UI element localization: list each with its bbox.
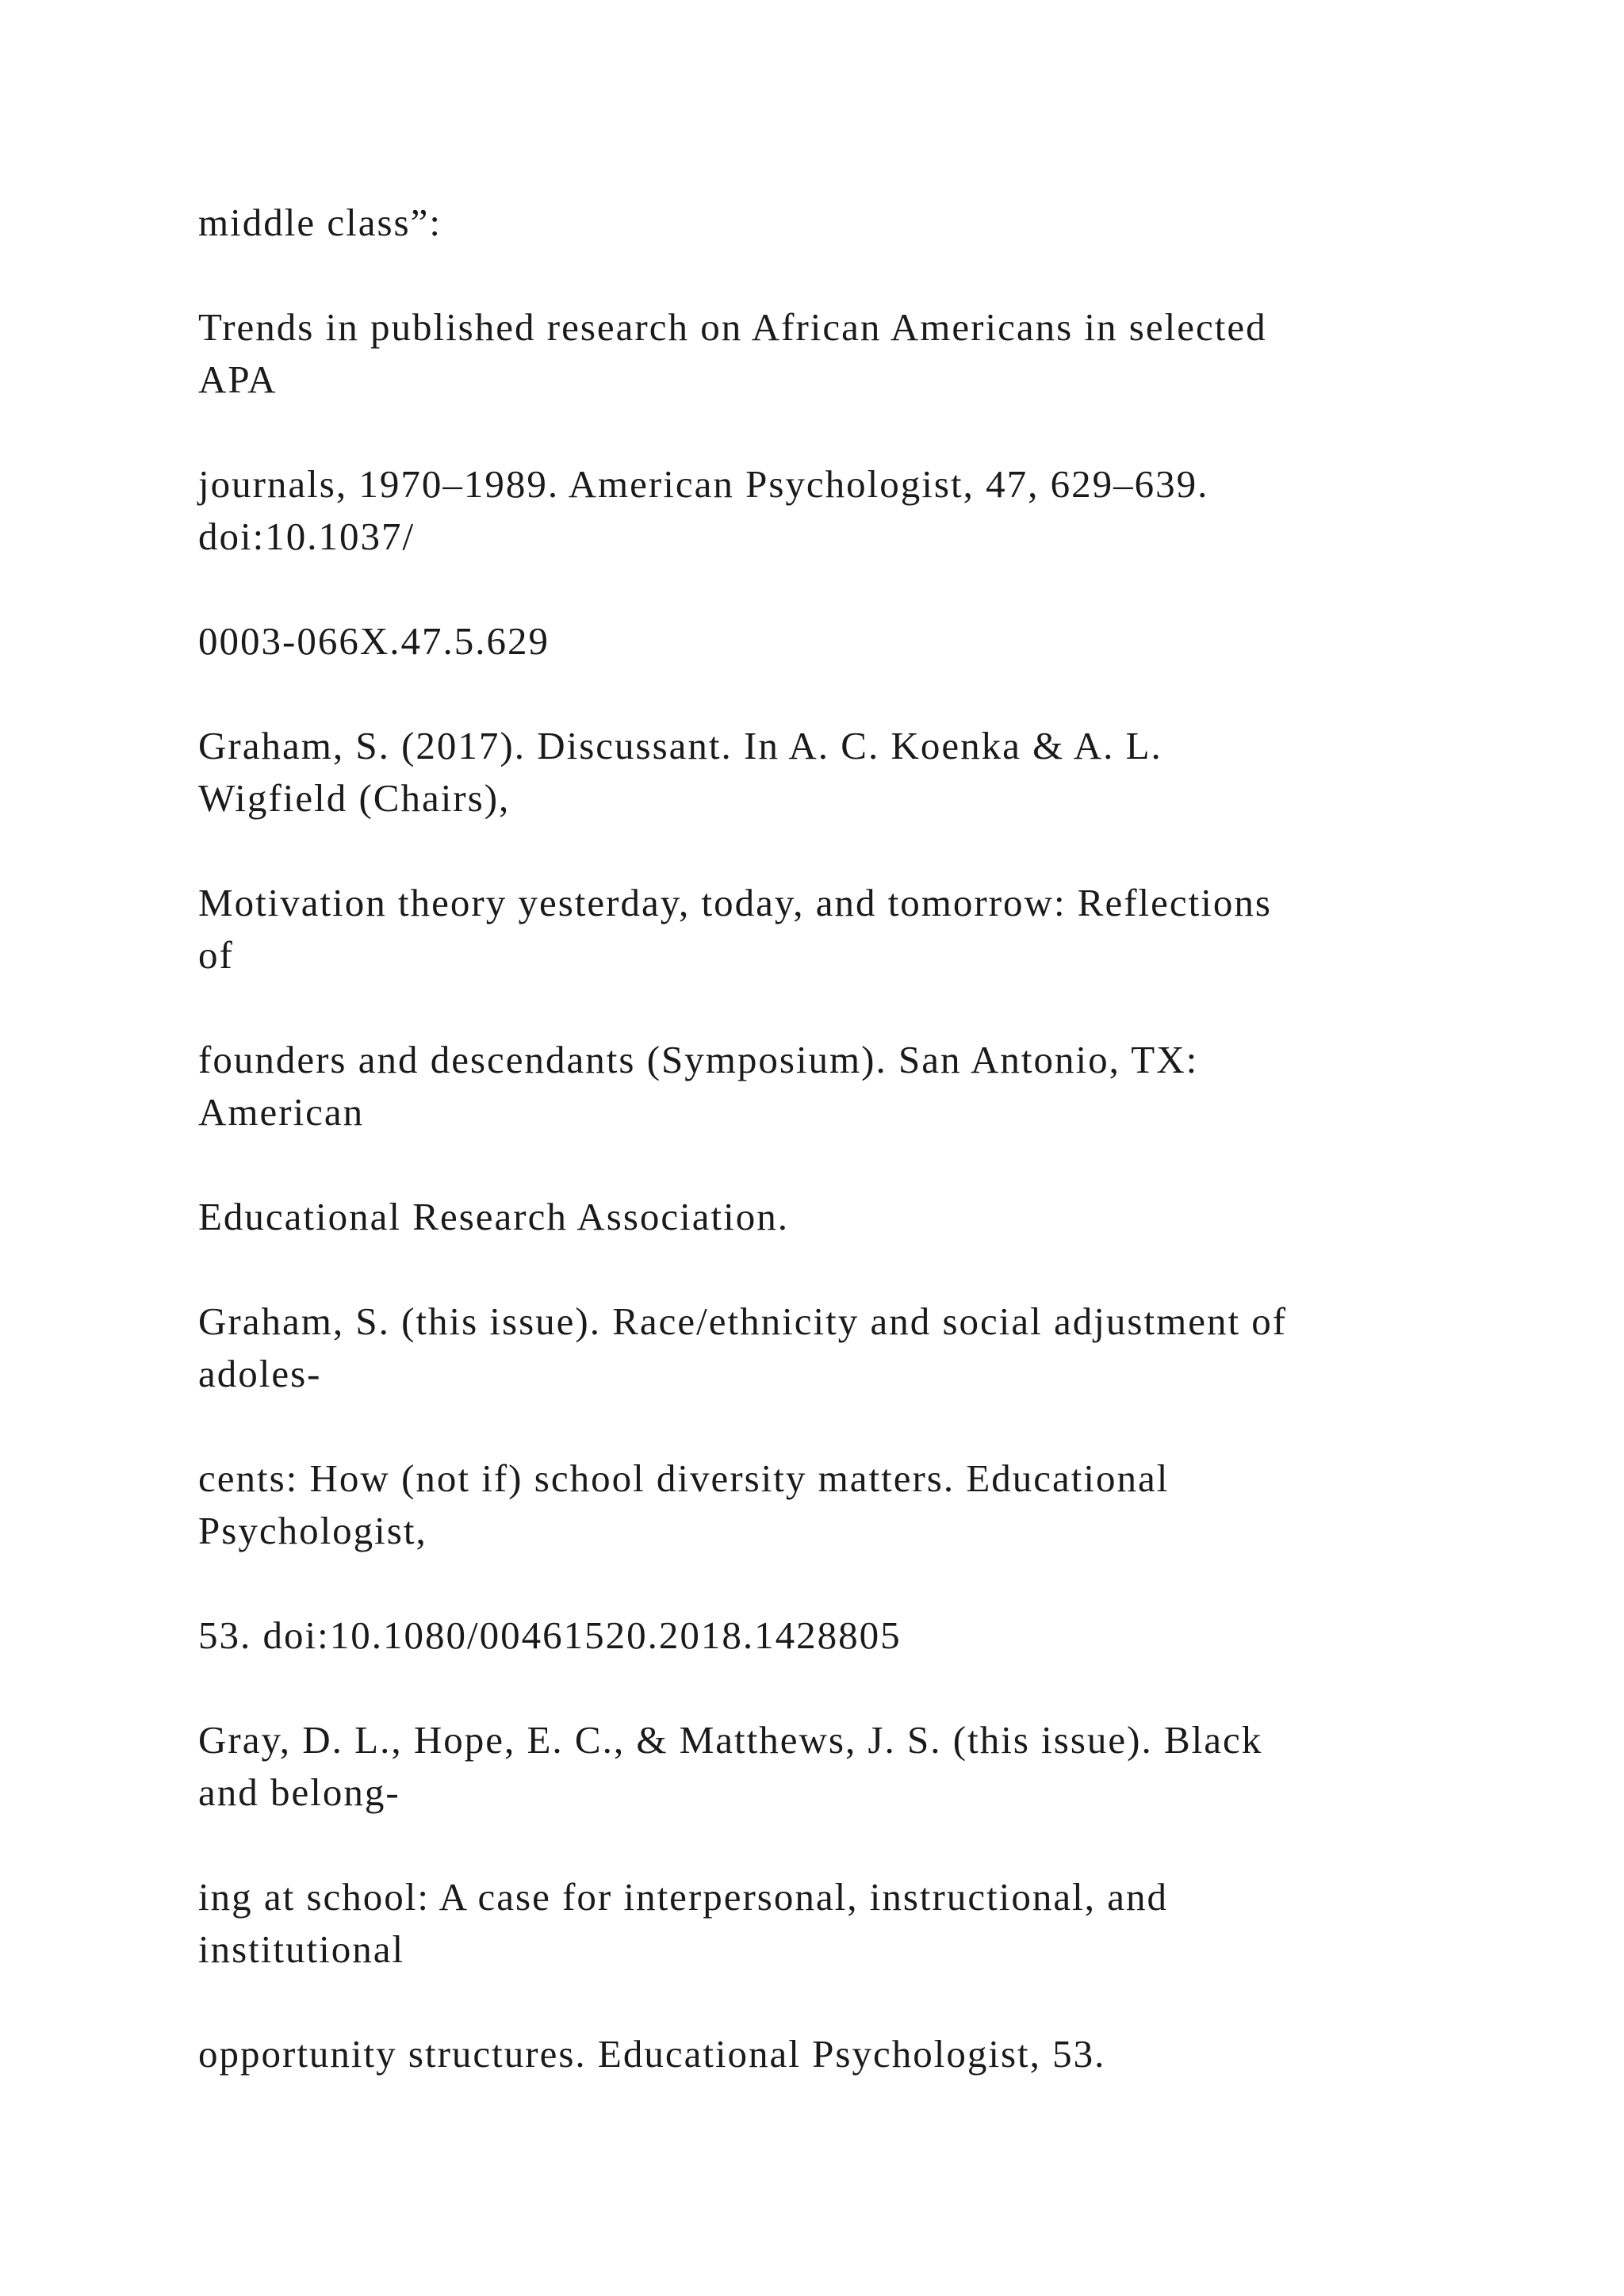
text-line: Motivation theory yesterday, today, and tomorrow: Reflections — [198, 881, 1272, 924]
text-line: American — [198, 1090, 365, 1134]
text-line: Gray, D. L., Hope, E. C., & Matthews, J. S. (this issue). Black — [198, 1718, 1263, 1762]
text-line: Graham, S. (this issue). Race/ethnicity and social adjustment of — [198, 1299, 1288, 1343]
text-line: 0003-066X.47.5.629 — [198, 619, 550, 663]
text-line: Trends in published research on African Americans in selected — [198, 305, 1267, 349]
text-line: middle class”: — [198, 201, 442, 244]
text-line: Graham, S. (2017). Discussant. In A. C. Koenka & A. L. — [198, 724, 1162, 767]
text-line: adoles- — [198, 1352, 322, 1395]
text-line: Educational Research Association. — [198, 1195, 789, 1238]
text-line: journals, 1970–1989. American Psychologist, 47, 629–639. — [198, 462, 1209, 506]
text-line: Wigfield (Chairs), — [198, 776, 511, 820]
text-line: cents: How (not if) school diversity matters. Educational — [198, 1456, 1170, 1500]
text-line: institutional — [198, 1927, 405, 1971]
text-line: APA — [198, 358, 278, 401]
text-line: of — [198, 933, 234, 977]
text-line: and belong- — [198, 1770, 400, 1814]
text-line: founders and descendants (Symposium). San Antonio, TX: — [198, 1038, 1199, 1081]
text-line: ing at school: A case for interpersonal, instructional, and — [198, 1875, 1168, 1919]
text-line: 53. doi:10.1080/00461520.2018.1428805 — [198, 1613, 902, 1657]
text-line: opportunity structures. Educational Psychologist, 53. — [198, 2032, 1106, 2076]
text-line: Psychologist, — [198, 1509, 427, 1552]
text-line: doi:10.1037/ — [198, 515, 416, 558]
